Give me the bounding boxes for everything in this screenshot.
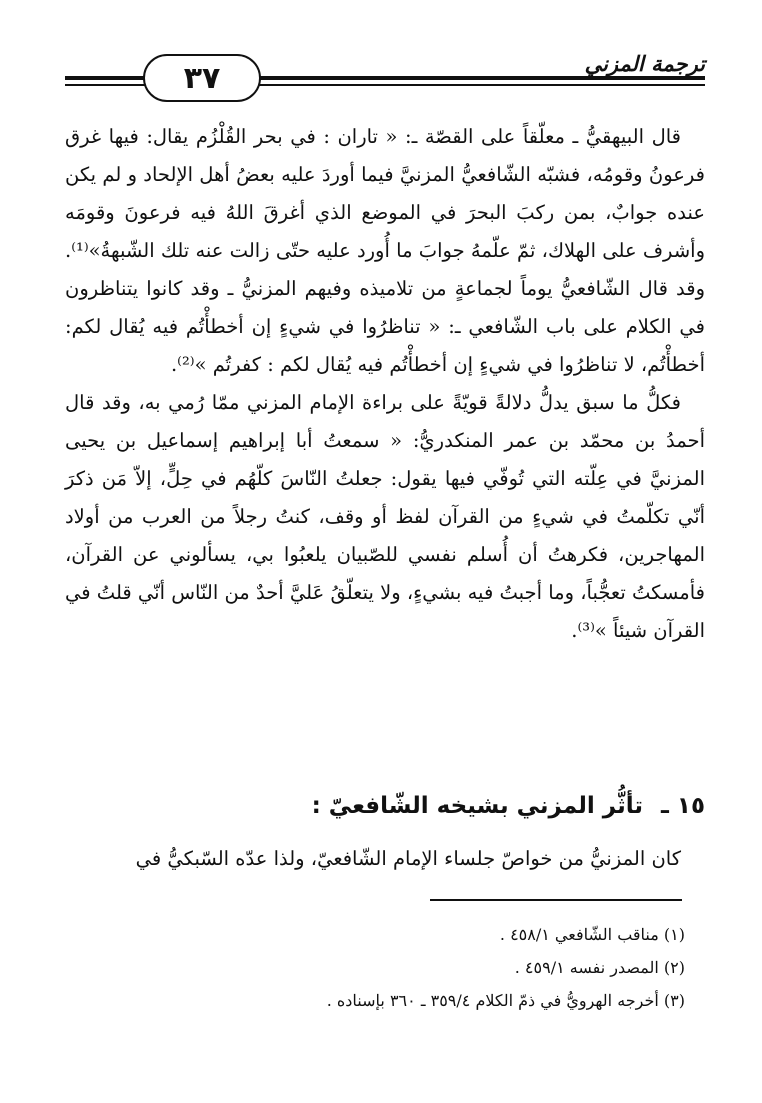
- footnote-3: (٣) أخرجه الهرويُّ في ذمّ الكلام ٣٥٩/٤ ـ ٣٦٠ بإسناده .: [326, 991, 685, 1010]
- paragraph-1: قال البيهقيُّ ـ معلّقاً على القصّة ـ: « تاران : في بحر القُلْزُم يقال: فيها غرق فرعونُ وقومُه، فشبّه الشّافعيُّ المزنيَّ فيما أوردَ عليه بعضُ أهل الإلحاد و لم يكن عنده جوابٌ، بمن ركبَ البحرَ في الموضع الذي أغرقَ اللهُ فيه فرعونَ وقومَه وأشرف على الهلاك، ثمّ علّمهُ جوابَ ما أُورد عليه حتّى زالت عنه تلك الشّبهةُ»⁽¹⁾. وقد قال الشّافعيُّ يوماً لجماعةٍ من تلاميذه وفيهم المزنيُّ ـ وقد كانوا يتناظرون في الكلام على باب الشّافعي ـ: « تناظرُوا في شيءٍ إن أخطأْتُم فيه يُقال لكم: أخطأْتُم، لا تناظرُوا في شيءٍ إن أخطأْتُم فيه يُقال لكم : كفرتُم »⁽²⁾.: [65, 125, 705, 376]
- section-number: ١٥ ـ: [661, 793, 705, 819]
- paragraph-2: فكلُّ ما سبق يدلُّ دلالةً قويّةً على براءة الإمام المزني ممّا رُمي به، وقد قال أحمدُ بن محمّد بن عمر المنكدريُّ: « سمعتُ أبا إبراهيم إسماعيل بن يحيى المزنيَّ في عِلّته التي تُوفّي فيها يقول: جعلتُ النّاسَ كلّهُم في حِلٍّ، إلاّ مَن ذكرَ أنّي تكلّمتُ في شيءٍ من القرآن لفظ أو وقف، كنتُ رجلاً من العرب من أولاد المهاجرين، فكرهتُ أن أُسلم نفسي للصّبيان يلعبُوا بي، يسألوني عن القرآن، فأمسكتُ تعجُّباً، وما أجبتُ فيه بشيءٍ، ولا يتعلّقُ عَليَّ أحدٌ من النّاس أنّي قلتُ في القرآن شيئاً »⁽³⁾.: [65, 391, 705, 642]
- paragraph-3: كان المزنيُّ من خواصّ جلساء الإمام الشّافعيّ، ولذا عدّه السّبكيُّ في: [135, 847, 681, 870]
- section-heading: [65, 784, 705, 828]
- footnote-1: (١) مناقب الشّافعي ٤٥٨/١ .: [499, 925, 685, 944]
- page-header: [65, 48, 705, 108]
- page-number: ٣٧: [143, 54, 261, 102]
- running-title: ترجمة المزني: [584, 52, 705, 76]
- main-text: [65, 118, 705, 650]
- footnotes: [65, 918, 685, 1017]
- section-title: تأثُّر المزني بشيخه الشّافعيّ :: [311, 793, 644, 819]
- footnote-separator: [430, 899, 682, 901]
- footnote-2: (٢) المصدر نفسه ٤٥٩/١ .: [514, 958, 685, 977]
